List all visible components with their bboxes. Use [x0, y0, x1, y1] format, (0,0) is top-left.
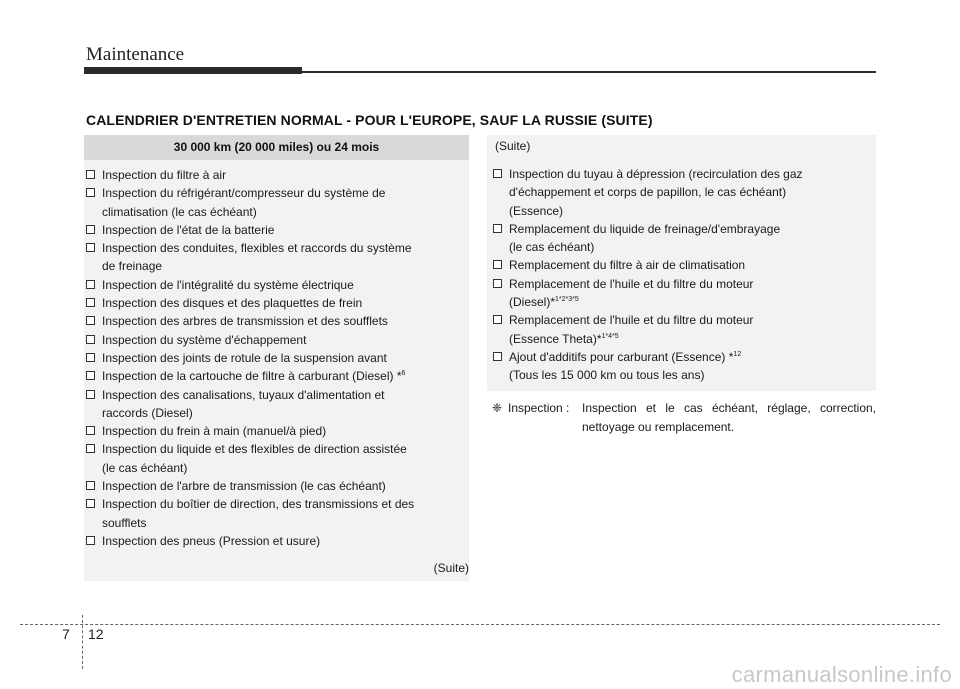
checkbox-icon [86, 353, 95, 362]
legend-term: Inspection : [508, 401, 570, 415]
checkbox-icon [86, 444, 95, 453]
checkbox-icon [86, 243, 95, 252]
checkbox-icon [86, 170, 95, 179]
list-item: Inspection des pneus (Pression et usure) [84, 532, 466, 550]
header-bar [84, 67, 302, 74]
list-item: Inspection de l'état de la batterie [84, 221, 466, 239]
legend-note [492, 399, 876, 436]
checkbox-icon [86, 499, 95, 508]
list-item: Inspection de l'intégralité du système électrique [84, 276, 466, 294]
checkbox-icon [86, 536, 95, 545]
asterisk-symbol-icon: ❈ [492, 401, 503, 415]
checkbox-icon [86, 390, 95, 399]
list-item: Inspection de la cartouche de filtre à carburant (Diesel) *$^6$ [84, 367, 466, 385]
list-item: Inspection du frein à main (manuel/à pied) [84, 422, 466, 440]
list-item: Remplacement du filtre à air de climatisation [491, 256, 873, 274]
checkbox-icon [86, 188, 95, 197]
main-heading: CALENDRIER D'ENTRETIEN NORMAL - POUR L'EUROPE, SAUF LA RUSSIE (SUITE) [86, 112, 653, 128]
list-item: Inspection du liquide et des flexibles de direction assistée (le cas échéant) [84, 440, 466, 477]
checkbox-icon [86, 371, 95, 380]
left-column [84, 135, 469, 581]
watermark: carmanualsonline.info [731, 662, 952, 687]
continued-label: (Suite) [433, 561, 469, 575]
checkbox-icon [86, 280, 95, 289]
list-item: Remplacement de l'huile et du filtre du moteur (Essence Theta)*$^{1*4*5}$ [491, 311, 873, 348]
continued-label: (Suite) [495, 139, 531, 153]
checkbox-icon [493, 260, 502, 269]
checkbox-icon [86, 225, 95, 234]
checkbox-icon [86, 335, 95, 344]
left-column-title: 30 000 km (20 000 miles) ou 24 mois [84, 135, 469, 160]
footer-rule [20, 624, 940, 625]
footer-divider [82, 615, 83, 669]
checkbox-icon [493, 224, 502, 233]
legend-definition: Inspection et le cas échéant, réglage, correction, nettoyage ou remplacement. [582, 401, 876, 434]
list-item: Inspection du tuyau à dépression (recirculation des gaz d'échappement et corps de papillon, le cas échéant) (Essence) [491, 165, 873, 220]
list-item: Inspection des conduites, flexibles et raccords du système de freinage [84, 239, 466, 276]
checkbox-icon [493, 315, 502, 324]
list-item: Remplacement du liquide de freinage/d'embrayage (le cas échéant) [491, 220, 873, 257]
right-column [487, 135, 876, 391]
section-title: Maintenance [86, 44, 185, 65]
checkbox-icon [86, 426, 95, 435]
list-item: Inspection du système d'échappement [84, 331, 466, 349]
checkbox-icon [86, 298, 95, 307]
list-item: Inspection du filtre à air [84, 166, 466, 184]
right-checklist [491, 165, 873, 385]
header-rule [302, 71, 876, 73]
list-item: Inspection des canalisations, tuyaux d'alimentation et raccords (Diesel) [84, 386, 466, 423]
chapter-number: 7 [62, 626, 70, 642]
checkbox-icon [493, 169, 502, 178]
list-item: Remplacement de l'huile et du filtre du moteur (Diesel)*$^{1*2*3*5}$ [491, 275, 873, 312]
list-item: Inspection des joints de rotule de la suspension avant [84, 349, 466, 367]
list-item: Inspection du réfrigérant/compresseur du système de climatisation (le cas échéant) [84, 184, 466, 221]
list-item: Inspection de l'arbre de transmission (le cas échéant) [84, 477, 466, 495]
list-item: Inspection des disques et des plaquettes de frein [84, 294, 466, 312]
checkbox-icon [86, 481, 95, 490]
list-item: Inspection du boîtier de direction, des transmissions et des soufflets [84, 495, 466, 532]
checkbox-icon [493, 352, 502, 361]
checkbox-icon [86, 316, 95, 325]
list-item: Inspection des arbres de transmission et des soufflets [84, 312, 466, 330]
left-checklist [84, 166, 466, 550]
page-number: 12 [88, 626, 104, 642]
list-item: Ajout d'additifs pour carburant (Essence) *$^{12}$ (Tous les 15 000 km ou tous les ans) [491, 348, 873, 385]
checkbox-icon [493, 279, 502, 288]
